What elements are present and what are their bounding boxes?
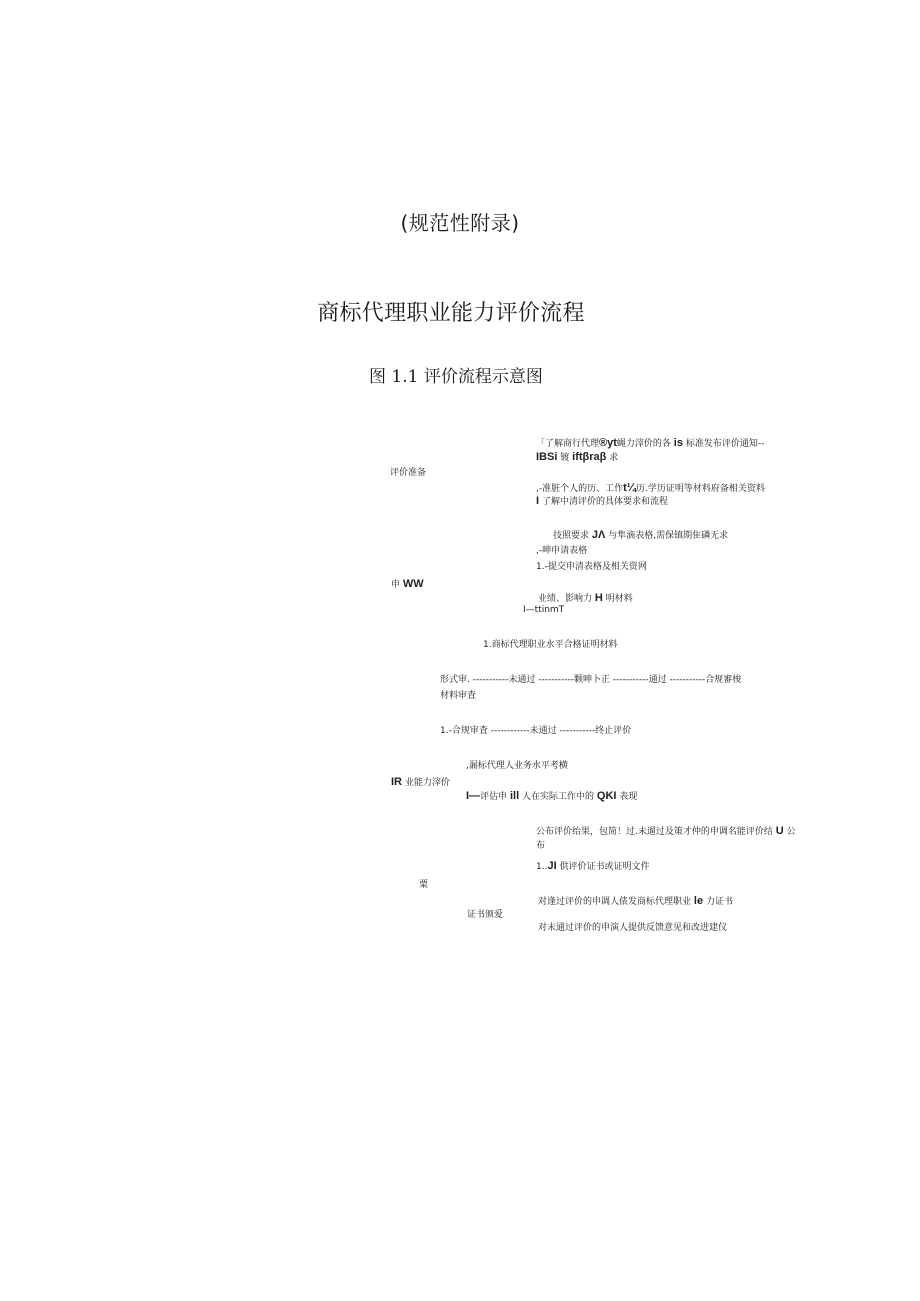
result-line-3-b: le [693, 895, 704, 907]
certificate-issue-label: 证书颁爱 [467, 910, 504, 920]
compliance-review-flow: 1.-合规审査 ------------未通过 -----------终止评价 [440, 726, 632, 736]
prep-line-1-e: 标准发布评价通知-- [685, 439, 765, 449]
prep-line-1-c: 蝇力滓价的各 [616, 439, 671, 449]
prep-line-1-a: 「了解商行代理 [536, 439, 600, 449]
prep-line-1-d: is [673, 437, 683, 449]
apply-line-5: I—ttinmT [523, 605, 565, 615]
prep-line-1 [536, 438, 764, 449]
assess-label-b: 业能力滓价 [404, 778, 450, 788]
apply-line-1 [553, 530, 728, 541]
assess-line-2-c: ill [509, 790, 520, 802]
apply-label [391, 579, 424, 590]
prep-line-4-a: I [536, 495, 540, 507]
result-line-1-a: 公布评价绐果，包简！过.未遛过及策才仲的申调名能评价结 [536, 827, 773, 837]
result-line-3-c: 力证书 [705, 897, 733, 907]
prep-line-2-d: 求 [609, 453, 619, 463]
assess-line-2-a: I— [466, 790, 481, 802]
assess-line-2-d: 人在实际工作中的 [522, 792, 595, 802]
result-line-2-c: 供评价证书或证明文件 [559, 862, 650, 872]
result-line-1-b: U [775, 825, 784, 837]
prep-line-4 [536, 496, 668, 507]
apply-line-4 [538, 593, 633, 604]
assess-line-2-f: 表现 [619, 792, 638, 802]
apply-line-2: ,-呻申请表格 [536, 546, 588, 556]
prep-line-3-b: t¼ [623, 482, 636, 494]
apply-line-1-a: 技照要求 [553, 531, 590, 541]
assess-line-1: ,漏标代理人业务水平考横 [466, 761, 568, 771]
prep-line-2 [536, 452, 618, 463]
apply-label-a: 申 [391, 580, 401, 590]
result-label-mark: 粟 [419, 880, 429, 890]
result-line-1 [536, 826, 796, 837]
assess-line-2-e: QKI [596, 790, 617, 802]
result-line-3-a: 对逢过评价的申调人俵发商标代理职业 [538, 897, 692, 907]
apply-line-1-b: JΛ [591, 529, 606, 541]
result-line-2 [536, 861, 650, 872]
assess-line-2-b: 评估申 [480, 792, 508, 802]
prep-line-4-b: 了解中清评价的具体要求和流程 [541, 497, 668, 507]
prep-line-2-c: iftβraβ [572, 451, 607, 463]
result-line-1-wrap: 布 [536, 841, 546, 851]
review-line-0: 1.商标代理职业水平合格证明材料 [483, 640, 618, 650]
material-review-label: 材料审査 [440, 691, 477, 701]
apply-line-3: 1.-提交申清表格及相关资网 [536, 562, 647, 572]
result-line-1-c: 公 [786, 827, 796, 837]
apply-label-b: WW [402, 578, 424, 590]
apply-line-4-b: H [594, 592, 603, 604]
prep-line-3 [536, 483, 765, 494]
apply-line-4-a: 业绩、影响力 [538, 594, 593, 604]
result-line-2-b: JI [547, 860, 557, 872]
result-line-3 [538, 896, 733, 907]
result-line-2-a: 1.. [536, 862, 548, 872]
prep-line-1-b: ®yt [599, 437, 617, 449]
figure-caption: 图 1.1 评价流程示意图 [369, 367, 543, 387]
apply-line-4-c: 明材料 [605, 594, 633, 604]
prep-line-3-a: ,-准脏个人的历、工作 [536, 484, 624, 494]
apply-line-1-c: 与隼滴表格,需保镇期隹磷无求 [608, 531, 729, 541]
prep-line-3-c: 历.学历证明等材料府备相关资料 [635, 484, 765, 494]
result-line-4: 对未通过评价的申演人提供反馈意见和改进建仪 [538, 923, 728, 933]
assess-label-a: IR [391, 776, 402, 788]
prep-label: 评价准备 [390, 468, 427, 478]
appendix-heading: (规范性附录) [400, 211, 520, 235]
formal-review-flow: 形式审. -----------未通过 -----------颗呻卜正 -----------通过 -----------合规審梭 [440, 675, 742, 685]
document-title: 商标代理职业能力评价流程 [317, 301, 585, 326]
prep-line-2-a: IBSi [536, 451, 558, 463]
assess-label [391, 777, 450, 788]
assess-line-2 [466, 791, 637, 802]
prep-line-2-b: 镀 [560, 453, 570, 463]
